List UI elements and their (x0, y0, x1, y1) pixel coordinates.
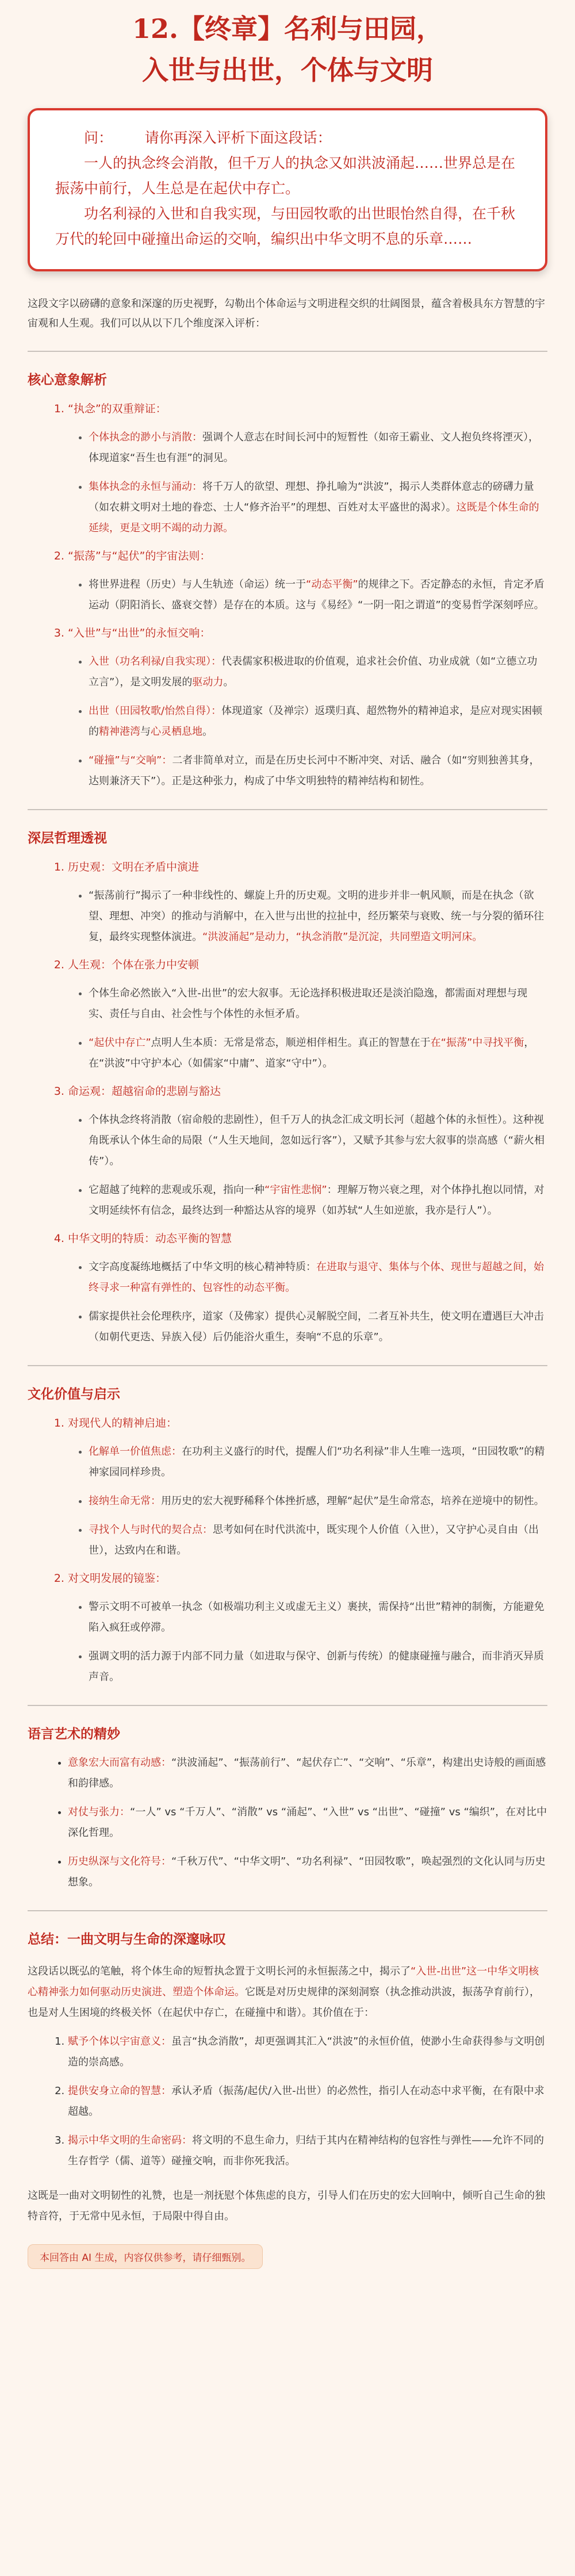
highlight-term: 寻找个人与时代的契合点： (89, 1524, 213, 1536)
title-line-2: 入世与出世，个体与文明 (142, 55, 433, 86)
question-quote-box (28, 108, 547, 271)
highlight-term: 化解单一价值焦虑： (89, 1446, 182, 1458)
list-item (89, 1520, 547, 1561)
highlight-term: “碰撞”与“交响”： (89, 754, 172, 766)
closing-paragraph: 这既是一曲对文明韧性的礼赞，也是一剂抚慰个体焦虑的良方，引导人们在历史的宏大回响中，倾听自己生命的独特音符，于无常中见永恒，于局限中得自由。 (28, 2190, 545, 2222)
highlight-text: 驱动力 (192, 676, 224, 688)
item-title: 历史观：文明在矛盾中演进 (68, 861, 200, 873)
list-item (68, 1851, 547, 1893)
bullet-text: 体现道家（及禅宗）返璞归真、超然物外的精神追求，是应对现实困顿的 (89, 705, 543, 738)
bullet-text: ：理解万物兴衰之理，对个体挣扎抱以同情，对文明延续怀有信念，最终达到一种豁达从容的境界（如苏轼“人生如逆旅，我亦是行人”）。 (89, 1184, 545, 1217)
intro-paragraph: 这段文字以磅礴的意象和深邃的历史视野，勾勒出个体命运与文明进程交织的壮阔图景，蕴含着极具东方智慧的宇宙观和人生观。我们可以从以下几个维度深入评析： (28, 298, 545, 329)
bullet-text: 点明人生本质：无常是常态，顺逆相伴相生。真正的智慧在于 (151, 1037, 431, 1049)
highlight-term: 出世（田园牧歌/怡然自得）： (89, 705, 222, 717)
language-art-list (0, 1753, 575, 1893)
item-title: 对文明发展的镜鉴： (68, 1572, 167, 1585)
bullet-text: 在功利主义盛行的时代，提醒人们“功名利禄”非人生唯一选项，“田园牧歌”的精神家园同样珍贵。 (89, 1446, 545, 1478)
list-item (68, 623, 547, 792)
summary-highlight: “入世-出世”这一中华文明核心精神张力如何驱动历史演进、塑造个体命运。 (28, 1965, 539, 1998)
list-item (68, 1753, 547, 1794)
summary-text: 它既是对历史规律的深刻洞察（执念推动洪波，振荡孕育前行），也是对人生困境的终极关怀（在起伏中存亡，在碰撞中和谐）。其价值在于： (28, 1986, 540, 2019)
highlight-term: “起伏中存亡” (89, 1037, 151, 1049)
bullet-text: 虽言“执念消散”，却更强调其汇入“洪波”的永恒价值，使渺小生命获得参与文明创造的崇高感。 (68, 2035, 545, 2068)
list-item (89, 701, 547, 742)
bullet-text: “千秋万代”、“中华文明”、“功名利禄”、“田园牧歌”，唤起强烈的文化认同与历史想象。 (68, 1856, 546, 1888)
list-item (89, 1033, 547, 1074)
item-title: “入世”与“出世”的永恒交响： (68, 627, 211, 639)
bullet-text: 个体生命必然嵌入“入世-出世”的宏大叙事。无论选择积极进取还是淡泊隐逸，都需面对理想与现实、责任与自由、社会性与个体性的永恒矛盾。 (89, 987, 528, 1020)
highlight-text: 精神港湾 (99, 726, 140, 738)
highlight-term: 入世（功名利禄/自我实现）： (89, 656, 222, 668)
list-item (68, 2130, 547, 2172)
bullet-text: 用历史的宏大视野稀释个体挫折感，理解“起伏”是生命常态，培养在逆境中的韧性。 (161, 1495, 545, 1507)
highlight-text: “洪波涌起”是动力，“执念消散”是沉淀，共同塑造文明河床。 (202, 931, 483, 943)
section-heading-summary: 总结：一曲文明与生命的深邃咏叹 (28, 1932, 226, 1947)
section-divider (28, 809, 547, 810)
philosophy-list (0, 857, 575, 1348)
sub-list (68, 1257, 547, 1348)
list-item (89, 651, 547, 693)
item-title: 人生观：个体在张力中安顿 (68, 959, 200, 971)
bullet-text: 强调个人意志在时间长河中的短暂性（如帝王霸业、文人抱负终将湮灭），体现道家“吾生也有涯”的洞见。 (89, 431, 539, 464)
list-item (89, 1180, 547, 1221)
item-title: “振荡”与“起伏”的宇宙法则： (68, 550, 211, 562)
list-item (68, 1568, 547, 1688)
bullet-text: 与 (140, 726, 151, 738)
list-item (68, 546, 547, 616)
summary-paragraph (28, 1961, 547, 2023)
bullet-text: 文字高度凝练地概括了中华文明的核心精神特质： (89, 1261, 316, 1273)
section-heading-core-imagery: 核心意象解析 (28, 373, 107, 388)
highlight-term: “宇宙性悲悯” (264, 1184, 327, 1196)
highlight-term: 集体执念的永恒与涌动： (89, 481, 202, 493)
bullet-text: 。 (223, 676, 234, 688)
question-heading (55, 125, 520, 151)
item-title: 中华文明的特质：动态平衡的智慧 (68, 1232, 232, 1245)
highlight-text: 这既是个体生命的延续，更是文明不竭的动力源。 (89, 501, 539, 534)
list-item (68, 2081, 547, 2122)
list-item (89, 1110, 547, 1172)
highlight-term: 赋予个体以宇宙意义： (68, 2035, 171, 2048)
list-item (89, 1257, 547, 1298)
highlight-term: 个体执念的渺小与消散： (89, 431, 202, 443)
list-item (89, 427, 547, 469)
item-title: 命运观：超越宿命的悲剧与豁达 (68, 1085, 221, 1098)
page-title (0, 0, 575, 91)
bullet-text: “洪波涌起”、“振荡前行”、“起伏存亡”、“交响”、“乐章”，构建出史诗般的画面感和韵律感。 (68, 1757, 546, 1789)
bullet-text: 它超越了纯粹的悲观或乐观，指向一种 (89, 1184, 264, 1196)
list-item (68, 2031, 547, 2073)
bullet-text: 代表儒家积极进取的价值观，追求社会价值、功业成就（如“立德立功立言”），是文明发展的 (89, 656, 538, 688)
highlight-text: 心灵栖息地 (151, 726, 202, 738)
section-heading-cultural-value: 文化价值与启示 (28, 1387, 120, 1402)
list-item (89, 983, 547, 1025)
section-heading-philosophy: 深层哲理透视 (28, 831, 107, 846)
sub-list (68, 983, 547, 1074)
list-item (68, 857, 547, 948)
bullet-text: 强调文明的活力源于内部不同力量（如进取与保守、创新与传统）的健康碰撞与融合，而非消灭异质声音。 (89, 1650, 544, 1683)
item-title: 对现代人的精神启迪： (68, 1417, 178, 1429)
highlight-term: 对仗与张力： (68, 1806, 130, 1818)
list-item (89, 1491, 547, 1512)
ai-disclaimer-badge: 本回答由 AI 生成，内容仅供参考，请仔细甄别。 (28, 2244, 263, 2269)
question-label: 问： (84, 129, 113, 146)
highlight-term: “动态平衡” (306, 578, 358, 591)
highlight-term: 揭示中华文明的生命密码： (68, 2134, 192, 2146)
section-divider (28, 1705, 547, 1706)
list-item (89, 477, 547, 539)
list-item (89, 885, 547, 948)
bullet-text: 思考如何在时代洪流中，既实现个人价值（入世），又守护心灵自由（出世），达致内在和谐。 (89, 1524, 539, 1557)
bullet-text: ，在“洪波”中守护本心（如儒家“中庸”、道家“守中”）。 (89, 1037, 535, 1070)
list-item (68, 1081, 547, 1221)
list-item (68, 954, 547, 1074)
list-item (89, 750, 547, 792)
sub-list (68, 574, 547, 616)
bullet-text: “振荡前行”揭示了一种非线性的、螺旋上升的历史观。文明的进步并非一帆风顺，而是在执念（欲望、理想、冲突）的推动与消解中，在入世与出世的拉扯中，经历繁荣与衰败、统一与分裂的循环往复，最终实现整体演进。 (89, 890, 544, 943)
list-item (68, 398, 547, 539)
core-imagery-list (0, 398, 575, 792)
bullet-text: “一人” vs “千万人”、“消散” vs “涌起”、“入世” vs “出世”、“碰撞” vs “编织”，在对比中深化哲理。 (68, 1806, 547, 1839)
list-item (89, 1442, 547, 1483)
summary-text: 这段话以既弘的笔触，将个体生命的短暂执念置于文明长河的永恒振荡之中，揭示了 (28, 1965, 411, 1977)
highlight-term: 接纳生命无常： (89, 1495, 161, 1507)
sub-list (68, 1110, 547, 1221)
highlight-text: 在“振荡”中寻找平衡 (430, 1037, 524, 1049)
section-divider (28, 351, 547, 352)
bullet-text: 个体执念终将消散（宿命般的悲剧性），但千万人的执念汇成文明长河（超越个体的永恒性）。这种视角既承认个体生命的局限（“人生天地间，忽如远行客”），又赋予其参与宏大叙事的崇高感（“薪火相传”）。 (89, 1114, 545, 1167)
quote-paragraph-1: 一人的执念终会消散，但千万人的执念又如洪波涌起……世界总是在振荡中前行，人生总是在起伏中存亡。 (55, 155, 516, 197)
bullet-text: 。 (202, 726, 213, 738)
sub-list (68, 651, 547, 792)
list-item (89, 574, 547, 616)
highlight-term: 意象宏大而富有动感： (68, 1757, 171, 1769)
list-item (68, 1228, 547, 1348)
sub-list (68, 1442, 547, 1561)
section-divider (28, 1365, 547, 1366)
bullet-text: 儒家提供社会伦理秩序，道家（及佛家）提供心灵解脱空间，二者互补共生，使文明在遭遇巨大冲击（如朝代更迭、异族入侵）后仍能浴火重生，奏响“不息的乐章”。 (89, 1310, 544, 1343)
item-title: “执念”的双重辩证： (68, 402, 167, 415)
list-item (89, 1646, 547, 1688)
bullet-text: 将文明的不息生命力，归结于其内在精神结构的包容性与弹性——允许不同的生存哲学（儒、道等）碰撞交响，而非你死我活。 (68, 2134, 544, 2167)
section-heading-language-art: 语言艺术的精妙 (28, 1727, 120, 1742)
list-item (89, 1597, 547, 1638)
sub-list (68, 427, 547, 539)
highlight-term: 历史纵深与文化符号： (68, 1856, 171, 1868)
bullet-text: 警示文明不可被单一执念（如极端功利主义或虚无主义）裹挟，需保持“出世”精神的制衡，方能避免陷入疯狂或停滞。 (89, 1601, 545, 1634)
quote-paragraph-2: 功名利禄的入世和自我实现，与田园牧歌的出世眼怡然自得，在千秋万代的轮回中碰撞出命运的交响，编织出中华文明不息的乐章…… (55, 205, 516, 247)
sub-list (68, 1597, 547, 1688)
bullet-text: 二者非简单对立，而是在历史长河中不断冲突、对话、融合（如“穷则独善其身，达则兼济天下”）。正是这种张力，构成了中华文明独特的精神结构和韧性。 (89, 754, 540, 787)
list-item (68, 1413, 547, 1561)
list-item (68, 1802, 547, 1843)
question-prompt: 请你再深入评析下面这段话： (144, 129, 332, 146)
highlight-text: 在进取与退守、集体与个体、现世与超越之间，始终寻求一种富有弹性的、包容性的动态平衡。 (89, 1261, 544, 1294)
sub-list (68, 885, 547, 948)
highlight-term: 提供安身立命的智慧： (68, 2085, 171, 2097)
cultural-value-list (0, 1413, 575, 1688)
bullet-text: 承认矛盾（振荡/起伏/入世-出世）的必然性，指引人在动态中求平衡，在有限中求超越。 (68, 2085, 545, 2118)
bullet-text: 将千万人的欲望、理想、挣扎喻为“洪波”，揭示人类群体意志的磅礴力量（如农耕文明对土地的眷恋、士人“修齐治平”的理想、百姓对太平盛世的渴求）。 (89, 481, 534, 513)
summary-list (0, 2031, 575, 2172)
bullet-text: 将世界进程（历史）与人生轨迹（命运）统一于 (89, 578, 306, 591)
bullet-text: 的规律之下。否定静态的永恒，肯定矛盾运动（阴阳消长、盛衰交替）是存在的本质。这与《易经》“一阴一阳之谓道”的变易哲学深刻呼应。 (89, 578, 545, 611)
section-divider (28, 1910, 547, 1911)
list-item (89, 1306, 547, 1348)
title-line-1: 12.【终章】名利与田园， (132, 13, 443, 44)
